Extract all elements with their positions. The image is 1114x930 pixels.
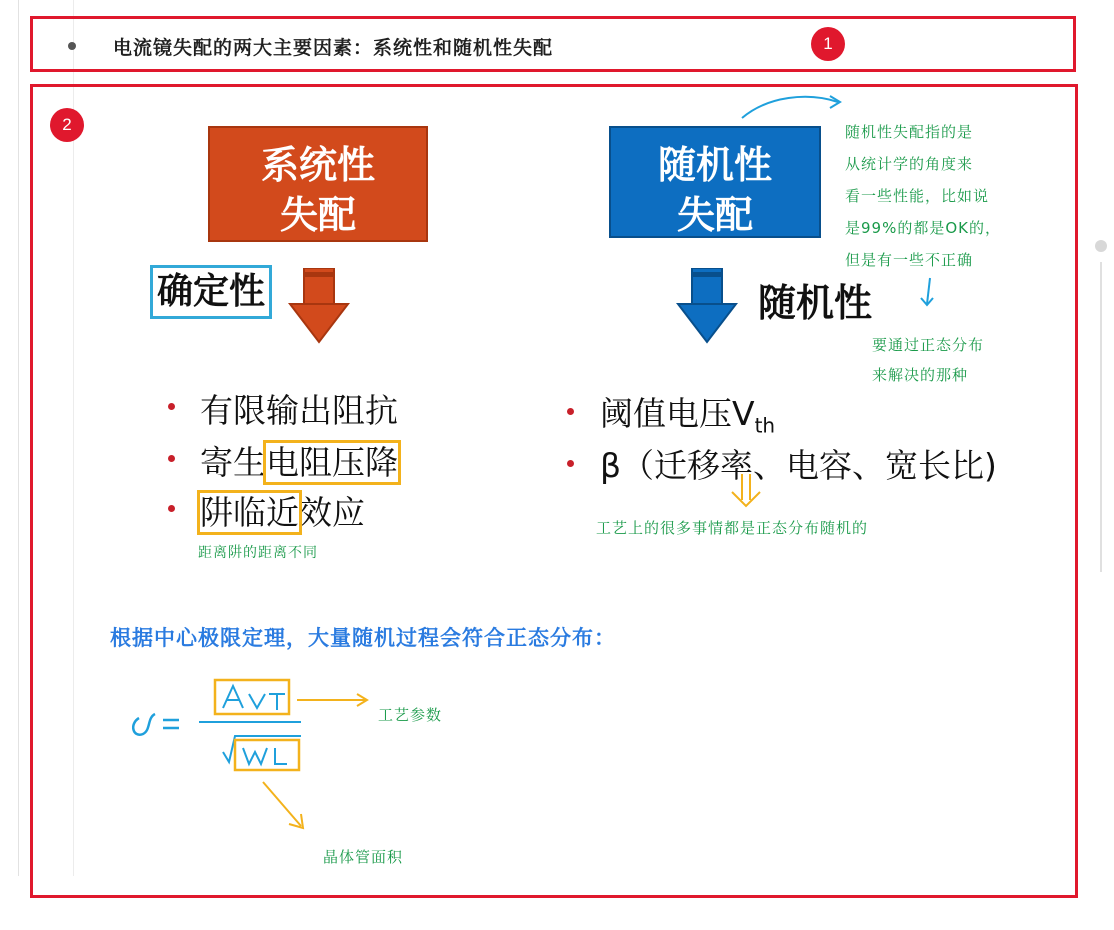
panel-title-line1: 随机性 bbox=[657, 143, 772, 187]
random-mismatch-note bbox=[845, 116, 1001, 276]
scrollbar-thumb[interactable] bbox=[1095, 240, 1107, 252]
highlighted-text: 阱临近 bbox=[200, 493, 299, 532]
well-distance-note: 距离阱的距离不同 bbox=[198, 545, 318, 561]
process-randomness-note: 工艺上的很多事情都是正态分布随机的 bbox=[596, 519, 869, 537]
section-heading: 电流镜失配的两大主要因素：系统性和随机性失配 bbox=[113, 37, 554, 59]
handwritten-double-arrow-icon bbox=[726, 470, 770, 510]
panel-title-line2: 失配 bbox=[676, 193, 753, 237]
note-line: 随机性失配指的是 bbox=[845, 123, 974, 141]
list-item-output-impedance: 有限输出阻抗 bbox=[200, 391, 398, 430]
random-mismatch-panel bbox=[609, 126, 821, 238]
note-line: 看一些性能，比如说 bbox=[845, 187, 990, 205]
list-item-parasitic-drop bbox=[200, 437, 398, 484]
list-item-threshold-voltage bbox=[600, 388, 775, 438]
list-item-text: 寄生 bbox=[200, 443, 266, 482]
list-item-text: 阈值电压V bbox=[600, 394, 755, 433]
list-bullet bbox=[168, 403, 175, 410]
list-bullet bbox=[168, 505, 175, 512]
process-parameter-note: 工艺参数 bbox=[378, 706, 443, 724]
list-item-beta: β（迁移率、电容、宽长比) bbox=[600, 446, 997, 485]
randomness-label: 随机性 bbox=[758, 281, 873, 325]
clt-sentence: 根据中心极限定理，大量随机过程会符合正态分布： bbox=[110, 626, 616, 650]
note-line: 来解决的那种 bbox=[872, 366, 969, 384]
note-line: 但是有一些不正确 bbox=[845, 251, 974, 269]
normal-distribution-note bbox=[872, 330, 984, 390]
arrow-down-icon bbox=[288, 268, 350, 344]
list-bullet bbox=[168, 455, 175, 462]
badge-1: 1 bbox=[811, 27, 845, 61]
list-bullet bbox=[567, 460, 574, 467]
list-bullet bbox=[567, 408, 574, 415]
sigma-formula-drawing bbox=[125, 670, 545, 870]
note-line: 要通过正态分布 bbox=[872, 336, 985, 354]
subscript-text: th bbox=[754, 413, 776, 438]
list-item-well-proximity bbox=[200, 487, 365, 534]
note-line: 从统计学的角度来 bbox=[845, 155, 974, 173]
list-item-text: 效应 bbox=[299, 493, 365, 532]
deterministic-label: 确定性 bbox=[150, 265, 272, 319]
list-bullet bbox=[68, 42, 76, 50]
note-line: 是99%的都是OK的， bbox=[845, 219, 1001, 237]
highlighted-text: 电阻压降 bbox=[266, 443, 398, 482]
badge-2: 2 bbox=[50, 108, 84, 142]
handwritten-arrow-icon bbox=[738, 90, 848, 126]
transistor-area-note: 晶体管面积 bbox=[323, 848, 404, 866]
systematic-mismatch-panel bbox=[208, 126, 428, 242]
panel-title-line2: 失配 bbox=[279, 193, 356, 237]
handwritten-arrow-down-icon bbox=[918, 276, 938, 308]
arrow-down-icon bbox=[676, 268, 738, 344]
panel-title-line1: 系统性 bbox=[260, 143, 375, 187]
page-margin-line bbox=[18, 0, 19, 876]
scrollbar-track[interactable] bbox=[1100, 262, 1102, 572]
